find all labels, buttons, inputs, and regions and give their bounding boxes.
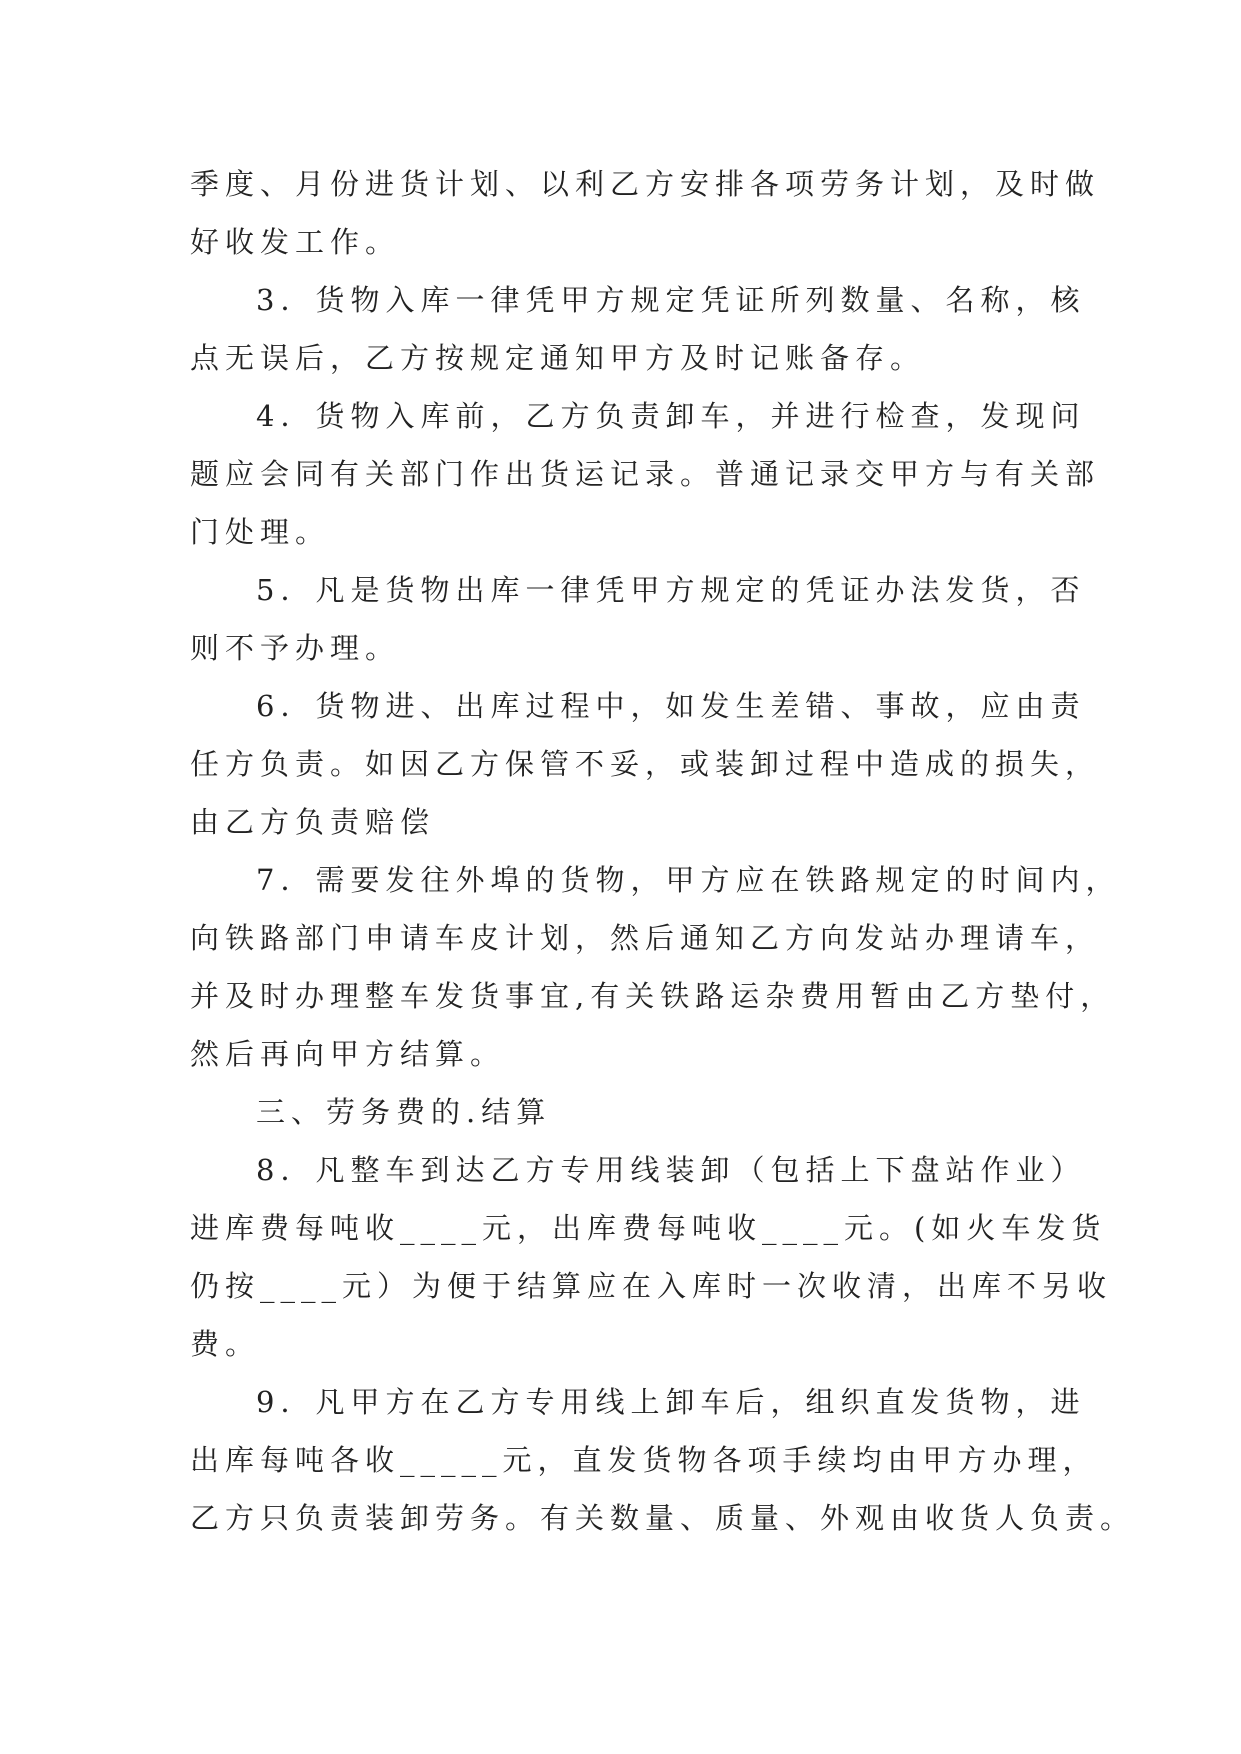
- paragraph-line: 乙方只负责装卸劳务。有关数量、质量、外观由收货人负责。: [190, 1501, 1136, 1535]
- paragraph-line: 5．凡是货物出库一律凭甲方规定的凭证办法发货，否: [256, 573, 1086, 607]
- paragraph-line: 好收发工作。: [190, 225, 401, 259]
- paragraph-line: 3．货物入库一律凭甲方规定凭证所列数量、名称，核: [256, 283, 1086, 317]
- paragraph-line: 向铁路部门申请车皮计划，然后通知乙方向发站办理请车，: [190, 921, 1101, 955]
- paragraph-line: 6．货物进、出库过程中，如发生差错、事故，应由责: [256, 689, 1086, 723]
- paragraph-line: 任方负责。如因乙方保管不妥，或装卸过程中造成的损失，: [190, 747, 1101, 781]
- paragraph-line: 则不予办理。: [190, 631, 401, 665]
- paragraph-line: 8．凡整车到达乙方专用线装卸（包括上下盘站作业）: [256, 1153, 1086, 1187]
- paragraph-line: 仍按____元）为便于结算应在入库时一次收清，出库不另收: [190, 1269, 1113, 1303]
- paragraph-line: 点无误后，乙方按规定通知甲方及时记账备存。: [190, 341, 926, 375]
- section-heading: 三、劳务费的.结算: [256, 1095, 552, 1129]
- paragraph-line: 9．凡甲方在乙方专用线上卸车后，组织直发货物，进: [256, 1385, 1086, 1419]
- paragraph-line: 7．需要发往外埠的货物，甲方应在铁路规定的时间内，: [256, 863, 1121, 897]
- paragraph-line: 4．货物入库前，乙方负责卸车，并进行检查，发现问: [256, 399, 1086, 433]
- paragraph-line: 然后再向甲方结算。: [190, 1037, 506, 1071]
- document-body: [190, 155, 1136, 1547]
- paragraph-line: 由乙方负责赔偿: [190, 805, 436, 839]
- paragraph-line: 题应会同有关部门作出货运记录。普通记录交甲方与有关部: [190, 457, 1101, 491]
- paragraph-line: 季度、月份进货计划、以利乙方安排各项劳务计划，及时做: [190, 167, 1101, 201]
- paragraph-line: 费。: [190, 1327, 261, 1361]
- paragraph-line: 门处理。: [190, 515, 331, 549]
- paragraph-line: 并及时办理整车发货事宜,有关铁路运杂费用暂由乙方垫付，: [190, 979, 1116, 1013]
- paragraph-line: 进库费每吨收____元，出库费每吨收____元。(如火车发货: [190, 1211, 1107, 1245]
- paragraph-line: 出库每吨各收_____元，直发货物各项手续均由甲方办理，: [190, 1443, 1098, 1477]
